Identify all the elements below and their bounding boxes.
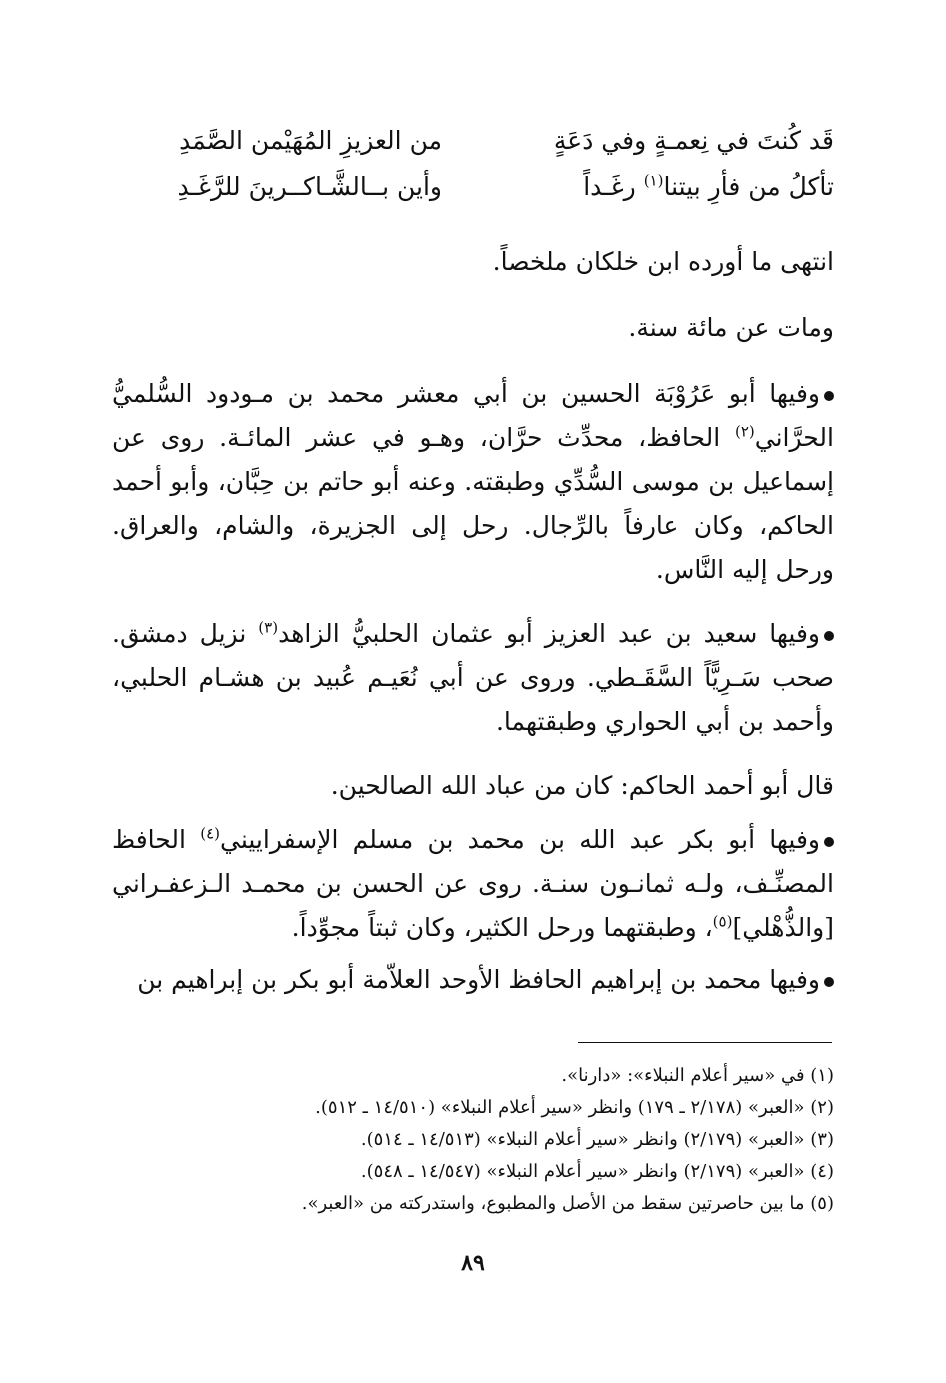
footnote-4: (٤) «العبر» (٢/١٧٩) وانظر «سير أعلام النبلاء» (١٤/٥٤٧ ـ ٥٤٨).: [360, 1161, 834, 1182]
paragraph-6: [112, 818, 834, 950]
paragraph-3-text-a: وفيها أبو عَرُوْبَة الحسين بن أبي معشر محمد بن مـودود السُّلميُّ الحرَّاني: [112, 379, 834, 452]
paragraph-3-text-b: الحافظ، محدِّث حرَّان، وهـو في عشر المائـة. روى عن إسماعيل بن موسى السُّدِّي وطبقته. وعنه أبو حاتم بن حِبَّان، وأبو أحمد الحاكم، وكان عارفاً بالرِّجال. رحل إلى الجزيرة، والشام، والعراق. ورحل إليه النَّاس.: [112, 423, 834, 584]
footnote-ref-2: (٢): [734, 422, 755, 441]
paragraph-6-text-b: الحافظ المصنِّـف، ولـه ثمانـون سنـة. روى عن الحسن بن محمـد الـزعفـراني [والذُّهْلي]: [112, 825, 834, 942]
bullet-icon: [824, 631, 834, 641]
verse-2-second-hemistich: وأين بــالشَّـاكــرينَ للرَّغَـدِ: [177, 172, 442, 201]
footnotes: [112, 1060, 834, 1220]
paragraph-4-text-a: وفيها سعيد بن عبد العزيز أبو عثمان الحلبيُّ الزاهد: [278, 619, 820, 648]
footnote-3: (٣) «العبر» (٢/١٧٩) وانظر «سير أعلام النبلاء» (١٤/٥١٣ ـ ٥١٤).: [360, 1129, 834, 1150]
footnote-ref-5: (٥): [712, 912, 733, 931]
paragraph-4-text-b: نزيل دمشق. صحب سَـرِيًّاً السَّقَـطي. وروى عن أبي نُعَيـم عُبيد بن هشـام الحلبي، وأحمد بن أبي الحواري وطبقتهما.: [112, 619, 834, 736]
footnote-ref-4: (٤): [200, 824, 220, 843]
paragraph-4: [112, 612, 834, 744]
paragraph-7: [112, 958, 834, 1002]
paragraph-1: [112, 240, 834, 284]
footnote-1: (١) في «سير أعلام النبلاء»: «دارنا».: [561, 1065, 834, 1086]
paragraph-5-text: قال أبو أحمد الحاكم: كان من عباد الله الصالحين.: [330, 771, 834, 800]
poem: [112, 118, 834, 210]
paragraph-5: [112, 764, 834, 808]
paragraph-2-text: ومات عن مائة سنة.: [628, 313, 834, 342]
page-number: ٨٩: [461, 1250, 485, 1276]
footnote-ref-1: (١): [643, 171, 664, 190]
paragraph-3: [112, 372, 834, 592]
verse-2-first-text: تأكلُ من فأرِ بيتنا: [663, 172, 834, 201]
paragraph-6-text-c: ، وطبقتهما ورحل الكثير، وكان ثبتاً مجوِّداً.: [291, 913, 713, 942]
footnote-ref-3: (٣): [258, 618, 279, 637]
footnote-2: (٢) «العبر» (٢/١٧٨ ـ ١٧٩) وانظر «سير أعلام النبلاء» (١٤/٥١٠ ـ ٥١٢).: [315, 1097, 834, 1118]
bullet-icon: [824, 391, 834, 401]
paragraph-2: [112, 306, 834, 350]
bullet-icon: [824, 837, 834, 847]
paragraph-7-text: وفيها محمد بن إبراهيم الحافظ الأوحد العلاّمة أبو بكر بن إبراهيم بن: [137, 965, 820, 994]
verse-2: [112, 164, 834, 210]
footnote-5: (٥) ما بين حاصرتين سقط من الأصل والمطبوع، واستدركته من «العبر».: [301, 1193, 834, 1214]
verse-1-first-hemistich: قَد كُنتَ في نِعمـةٍ وفي دَعَةٍ: [553, 126, 834, 155]
paragraph-1-text: انتهى ما أورده ابن خلكان ملخصاً.: [492, 247, 834, 276]
verse-2-first-end: رغَـداً: [583, 172, 644, 201]
verse-1: [112, 118, 834, 164]
verse-2-first-hemistich: [504, 164, 834, 210]
paragraph-6-text-a: وفيها أبو بكر عبد الله بن محمد بن مسلم الإسفراييني: [220, 825, 820, 854]
bullet-icon: [824, 977, 834, 987]
verse-1-second-hemistich: من العزيزِ المُهَيْمن الصَّمَدِ: [179, 126, 442, 155]
footnote-divider: [578, 1042, 832, 1043]
